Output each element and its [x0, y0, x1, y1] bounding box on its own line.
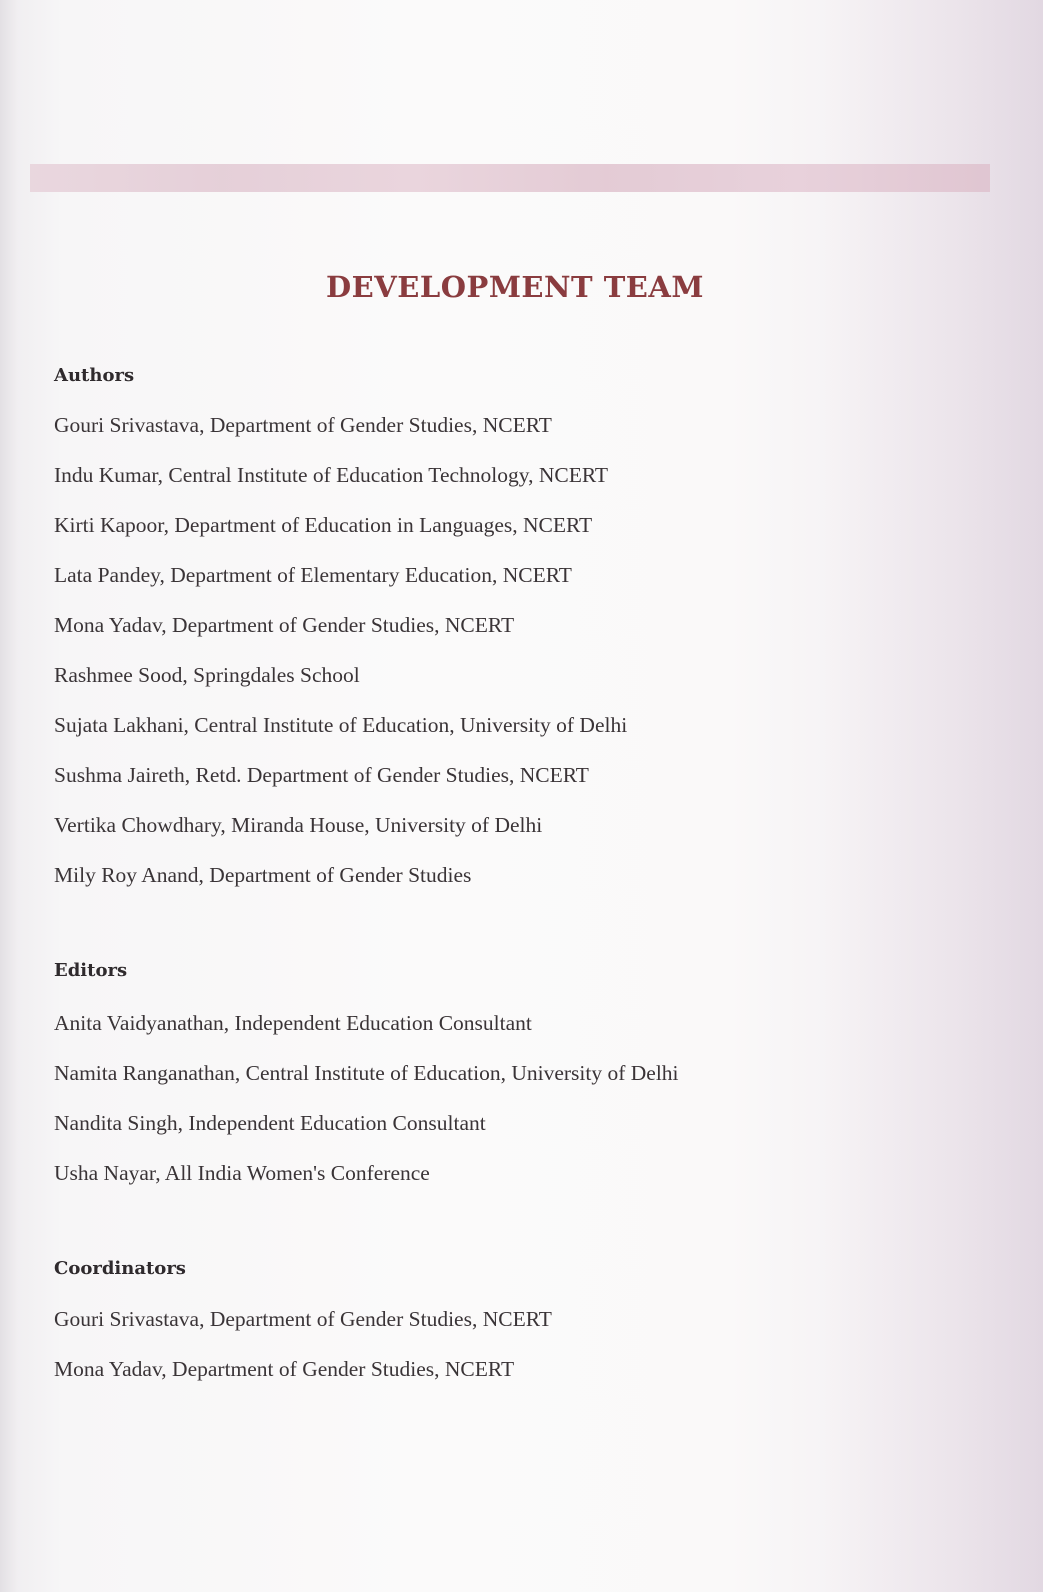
authors-list [54, 400, 627, 900]
decorative-header-band [30, 164, 990, 192]
author-entry: Lata Pandey, Department of Elementary Education, NCERT [54, 563, 572, 587]
author-entry: Sushma Jaireth, Retd. Department of Gender Studies, NCERT [54, 763, 589, 787]
author-entry: Vertika Chowdhary, Miranda House, University of Delhi [54, 813, 543, 837]
editors-heading: Editors [54, 960, 128, 981]
editors-list [54, 998, 679, 1198]
author-entry: Rashmee Sood, Springdales School [54, 663, 360, 687]
coordinators-heading: Coordinators [54, 1258, 186, 1279]
author-entry: Mona Yadav, Department of Gender Studies, NCERT [54, 613, 515, 637]
editor-entry: Usha Nayar, All India Women's Conference [54, 1161, 430, 1185]
author-entry: Indu Kumar, Central Institute of Education Technology, NCERT [54, 463, 609, 487]
coordinators-list [54, 1294, 552, 1394]
author-entry: Gouri Srivastava, Department of Gender Studies, NCERT [54, 413, 552, 437]
authors-heading: Authors [54, 365, 135, 386]
coordinator-entry: Gouri Srivastava, Department of Gender Studies, NCERT [54, 1307, 552, 1331]
author-entry: Mily Roy Anand, Department of Gender Studies [54, 863, 472, 887]
editor-entry: Nandita Singh, Independent Education Consultant [54, 1111, 486, 1135]
coordinator-entry: Mona Yadav, Department of Gender Studies, NCERT [54, 1357, 515, 1381]
page-binding-edge [0, 0, 18, 1592]
page-title: DEVELOPMENT TEAM [326, 270, 704, 304]
author-entry: Kirti Kapoor, Department of Education in Languages, NCERT [54, 513, 593, 537]
author-entry: Sujata Lakhani, Central Institute of Education, University of Delhi [54, 713, 628, 737]
editor-entry: Namita Ranganathan, Central Institute of Education, University of Delhi [54, 1061, 679, 1085]
show-through-shadow [823, 0, 1043, 1592]
editor-entry: Anita Vaidyanathan, Independent Education Consultant [54, 1011, 532, 1035]
